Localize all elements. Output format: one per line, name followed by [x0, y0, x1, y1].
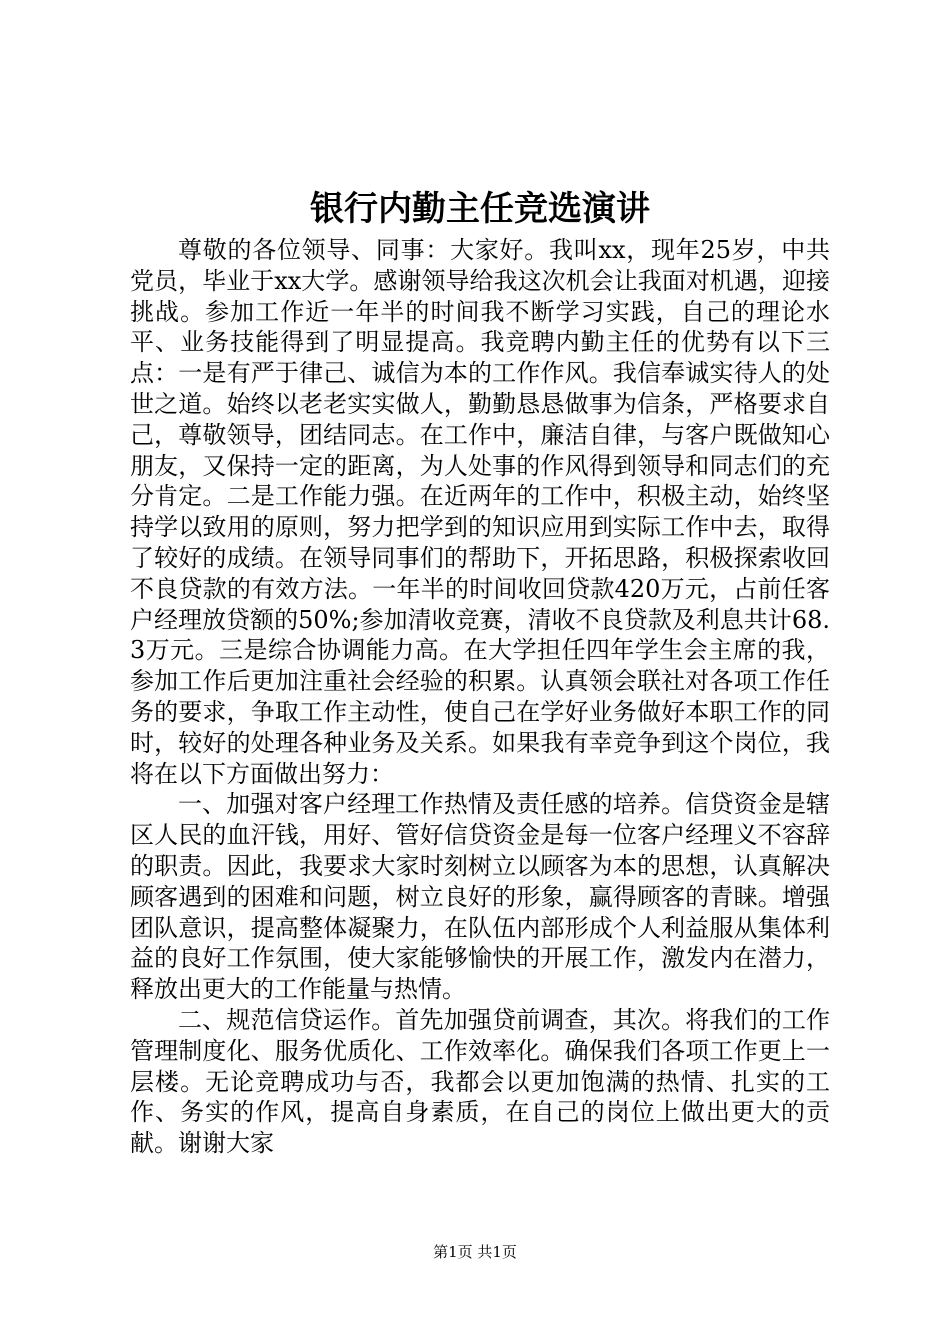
page-footer: 第1页 共1页	[433, 1243, 517, 1261]
document-title: 银行内勤主任竞选演讲	[310, 189, 650, 229]
body-paragraph: 尊敬的各位领导、同事：大家好。我叫xx，现年25岁，中共党员，毕业于xx大学。感谢领导给我这次机会让我面对机遇，迎接挑战。参加工作近一年半的时间我不断学习实践，自己的理论水平、业务技能得到了明显提高。我竞聘内勤主任的优势有以下三点：一是有严于律己、诚信为本的工作作风。我信奉诚实待人的处世之道。始终以老老实实做人，勤勤恳恳做事为信条，严格要求自己，尊敬领导，团结同志。在工作中，廉洁自律，与客户既做知心朋友，又保持一定的距离，为人处事的作风得到领导和同志们的充分肯定。二是工作能力强。在近两年的工作中，积极主动，始终坚持学以致用的原则，努力把学到的知识应用到实际工作中去，取得了较好的成绩。在领导同事们的帮助下，开拓思路，积极探索收回不良贷款的有效方法。一年半的时间收回贷款420万元，占前任客户经理放贷额的50%;参加清收竞赛，清收不良贷款及利息共计68.3万元。三是综合协调能力高。在大学担任四年学生会主席的我，参加工作后更加注重社会经验的积累。认真领会联社对各项工作任务的要求，争取工作主动性，使自己在学好业务做好本职工作的同时，较好的处理各种业务及关系。如果我有幸竞争到这个岗位，我将在以下方面做出努力：	[130, 236, 830, 788]
document-body	[130, 235, 830, 1159]
body-paragraph: 二、规范信贷运作。首先加强贷前调查，其次。将我们的工作管理制度化、服务优质化、工作效率化。确保我们各项工作更上一层楼。无论竞聘成功与否，我都会以更加饱满的热情、扎实的工作、务实的作风，提高自身素质，在自己的岗位上做出更大的贡献。谢谢大家	[130, 1005, 830, 1158]
body-paragraph: 一、加强对客户经理工作热情及责任感的培养。信贷资金是辖区人民的血汗钱，用好、管好信贷资金是每一位客户经理义不容辞的职责。因此，我要求大家时刻树立以顾客为本的思想，认真解决顾客遇到的困难和问题，树立良好的形象，赢得顾客的青睐。增强团队意识，提高整体凝聚力，在队伍内部形成个人利益服从集体利益的良好工作氛围，使大家能够愉快的开展工作，激发内在潜力，释放出更大的工作能量与热情。	[130, 790, 830, 1004]
